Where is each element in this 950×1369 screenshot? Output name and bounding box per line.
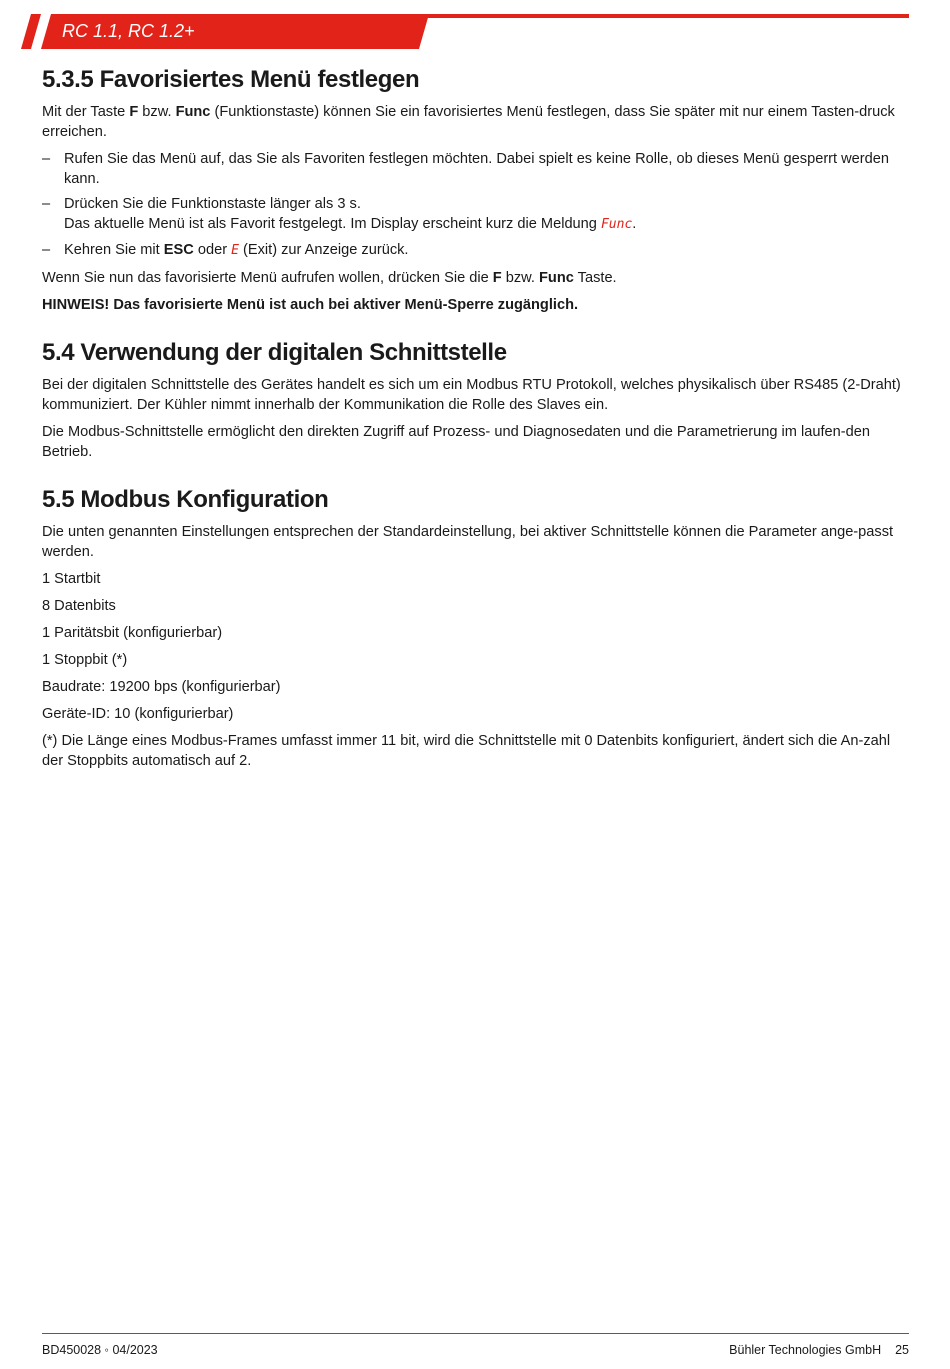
- setting-baudrate: Baudrate: 19200 bps (konfigurierbar): [42, 679, 281, 695]
- list-dash: –: [42, 151, 51, 167]
- footer-company: Bühler Technologies GmbH: [729, 1343, 882, 1357]
- section-535-outro: Wenn Sie nun das favorisierte Menü aufrufen wollen, drücken Sie die F bzw. Func Taste.: [42, 270, 617, 286]
- section-54-paragraph-1: Bei der digitalen Schnittstelle des Gerätes handelt es sich um ein Modbus RTU Protokoll, welches physikalisch über RS485 (2-Draht) kommuniziert. Der Kühler nimmt innerhalb der Kommunikation die Rolle des Slaves ein.: [42, 377, 901, 413]
- page-content: [42, 64, 908, 778]
- step-list: [42, 149, 908, 261]
- footer-right: [729, 1343, 909, 1357]
- display-code-func: Func: [600, 217, 633, 232]
- section-54-paragraph-2: Die Modbus-Schnittstelle ermöglicht den direkten Zugriff auf Prozess- und Diagnosedaten und die Parametrierung im laufen-den Betrieb.: [42, 424, 870, 460]
- footer-rule: [42, 1333, 909, 1334]
- hinweis-note: HINWEIS! Das favorisierte Menü ist auch bei aktiver Menü-Sperre zugänglich.: [42, 297, 579, 313]
- page-header: [0, 14, 950, 50]
- key-f: F: [129, 104, 139, 120]
- page-number: 25: [895, 1343, 909, 1357]
- setting-stoppbit: 1 Stoppbit (*): [42, 652, 128, 668]
- list-dash: –: [42, 242, 51, 258]
- section-heading-55: 5.5 Modbus Konfiguration: [42, 486, 329, 513]
- section-heading-54: 5.4 Verwendung der digitalen Schnittstelle: [42, 339, 507, 366]
- key-func: Func: [175, 104, 211, 120]
- header-slash-accent: [21, 14, 41, 49]
- display-code-exit: E: [231, 243, 239, 258]
- setting-datenbits: 8 Datenbits: [42, 598, 116, 614]
- section-55-intro: Die unten genannten Einstellungen entsprechen der Standardeinstellung, bei aktiver Schnittstelle können die Parameter ange-passt werden.: [42, 524, 894, 560]
- list-dash: –: [42, 196, 51, 212]
- header-title: RC 1.1, RC 1.2+: [62, 21, 195, 41]
- header-rule: [400, 14, 909, 18]
- footer-doc-id: BD450028 ◦ 04/2023: [42, 1343, 158, 1357]
- key-esc: ESC: [163, 242, 194, 258]
- step-item: – Drücken Sie die Funktionstaste länger als 3 s. Das aktuelle Menü ist als Favorit festgelegt. Im Display erscheint kurz die Meldung Func.: [42, 196, 637, 232]
- setting-paritaetsbit: 1 Paritätsbit (konfigurierbar): [42, 625, 223, 641]
- setting-startbit: 1 Startbit: [42, 571, 101, 587]
- step-item: – Kehren Sie mit ESC oder E (Exit) zur Anzeige zurück.: [42, 242, 409, 258]
- section-heading-535: 5.3.5 Favorisiertes Menü festlegen: [42, 66, 420, 93]
- section-535-intro: Mit der Taste F bzw. Func (Funktionstaste) können Sie ein favorisiertes Menü festlegen, dass Sie später mit nur einem Tasten-druck erreichen.: [42, 104, 895, 140]
- setting-geraete-id: Geräte-ID: 10 (konfigurierbar): [42, 706, 234, 722]
- section-55-footnote: (*) Die Länge eines Modbus-Frames umfasst immer 11 bit, wird die Schnittstelle mit 0 Datenbits konfiguriert, ändert sich die An-zahl der Stoppbits automatisch auf 2.: [42, 733, 891, 769]
- step-item: – Rufen Sie das Menü auf, das Sie als Favoriten festlegen möchten. Dabei spielt es keine Rolle, ob dieses Menü gesperrt werden kann.: [42, 151, 890, 187]
